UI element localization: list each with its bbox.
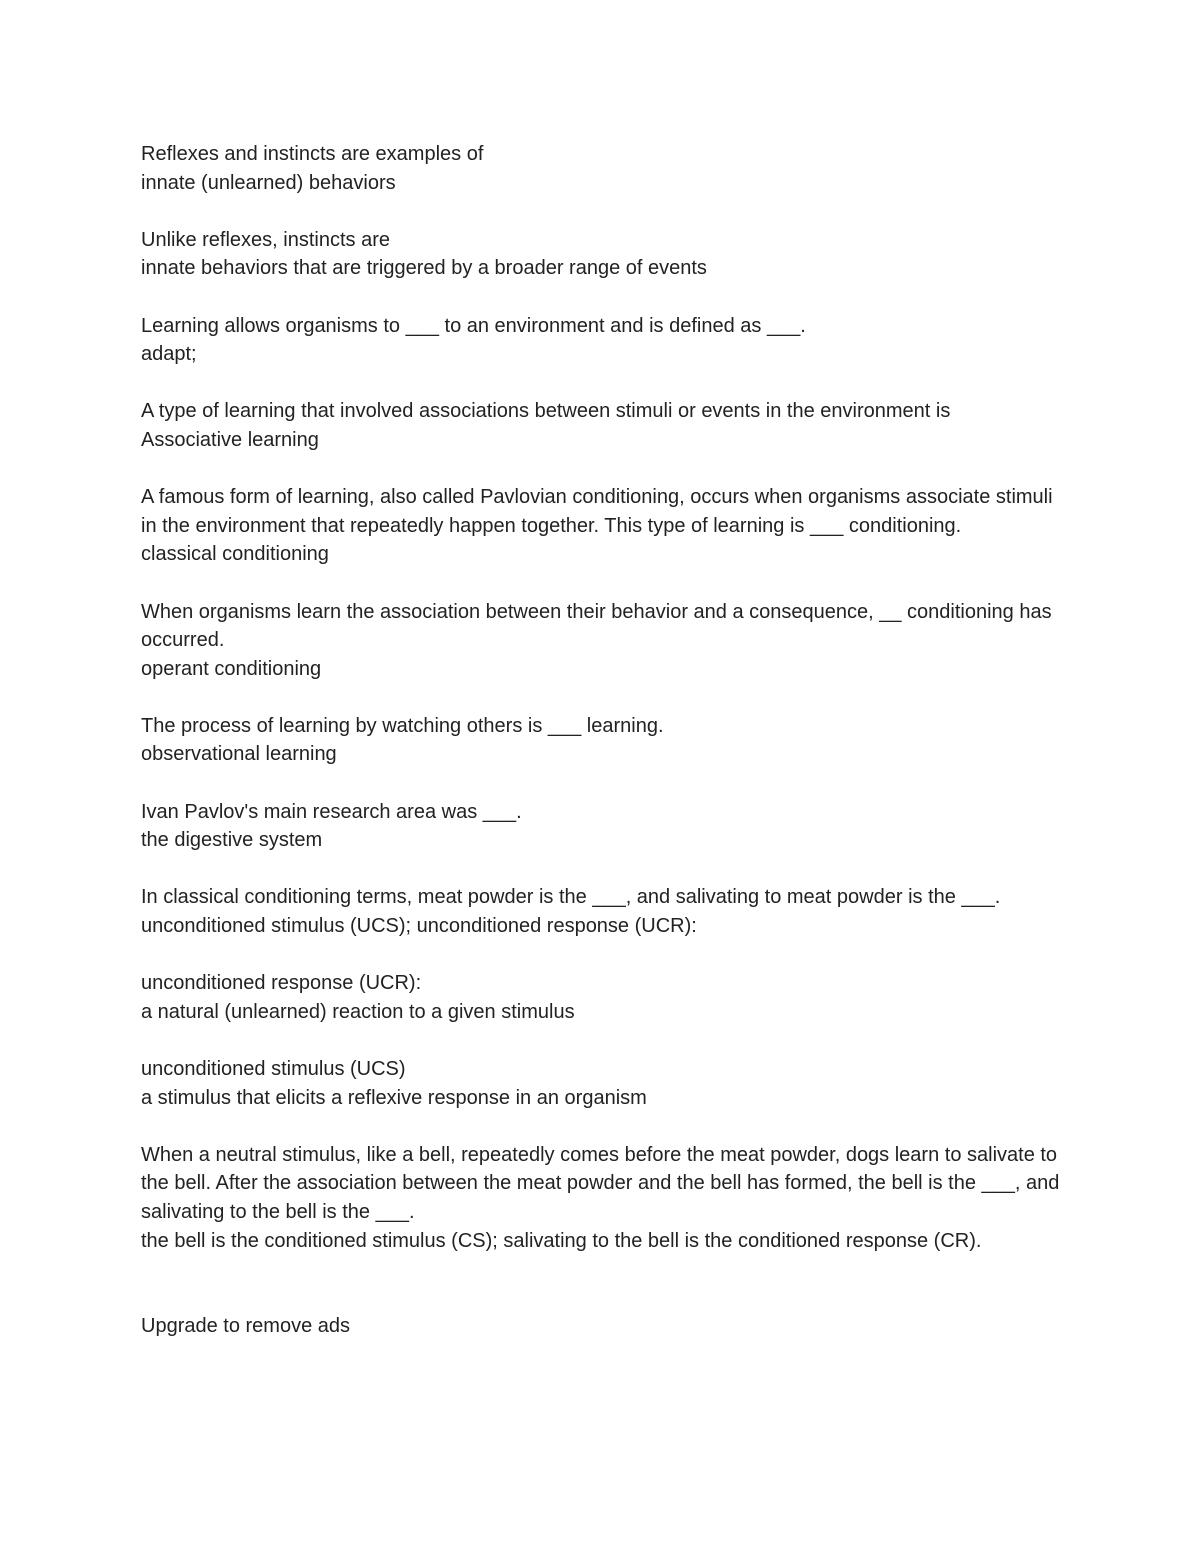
flashcard-6 <box>141 598 1071 684</box>
flashcard-10 <box>141 969 1071 1026</box>
card-question: unconditioned response (UCR): <box>141 972 422 995</box>
flashcard-3 <box>141 312 1071 369</box>
spacer <box>141 941 1071 970</box>
spacer <box>141 1026 1071 1055</box>
card-answer: adapt; <box>141 343 197 366</box>
card-answer: a stimulus that elicits a reflexive response in an organism <box>141 1086 647 1109</box>
card-answer: a natural (unlearned) reaction to a given stimulus <box>141 1000 575 1023</box>
card-question: Reflexes and instincts are examples of <box>141 143 484 165</box>
spacer <box>141 1255 1071 1312</box>
spacer <box>141 855 1071 884</box>
card-question: When a neutral stimulus, like a bell, repeatedly comes before the meat powder, dogs learn to salivate to the bell. After the association between the meat powder and the bell has formed, the bell is the ___, and salivating to the bell is the ___. <box>141 1143 1065 1223</box>
card-question: When organisms learn the association between their behavior and a consequence, __ conditioning has occurred. <box>141 600 1058 652</box>
card-answer: the digestive system <box>141 829 323 852</box>
card-question: A famous form of learning, also called Pavlovian conditioning, occurs when organisms associate stimuli in the environment that repeatedly happen together. This type of learning is ___ conditioning. <box>141 486 1059 537</box>
flashcard-11 <box>141 1055 1071 1112</box>
card-question: The process of learning by watching others is ___ learning. <box>141 714 664 737</box>
flashcard-4 <box>141 397 1071 454</box>
flashcard-8 <box>141 798 1071 855</box>
card-answer: unconditioned stimulus (UCS); unconditioned response (UCR): <box>141 915 697 938</box>
card-answer: innate behaviors that are triggered by a broader range of events <box>141 257 707 280</box>
card-question: Ivan Pavlov's main research area was ___. <box>141 800 522 823</box>
flashcard-7 <box>141 712 1071 769</box>
spacer <box>141 1112 1071 1141</box>
flashcard-9 <box>141 883 1071 940</box>
card-answer: classical conditioning <box>141 543 329 566</box>
card-question: Learning allows organisms to ___ to an environment and is defined as ___. <box>141 314 806 337</box>
card-question: Unlike reflexes, instincts are <box>141 228 390 251</box>
spacer <box>141 197 1071 226</box>
spacer <box>141 683 1071 712</box>
card-question: unconditioned stimulus (UCS) <box>141 1058 406 1080</box>
card-answer: innate (unlearned) behaviors <box>141 171 396 194</box>
card-answer: operant conditioning <box>141 657 322 680</box>
flashcard-5 <box>141 483 1071 569</box>
spacer <box>141 283 1071 312</box>
document-page <box>141 140 1071 1341</box>
card-answer: Associative learning <box>141 428 319 451</box>
card-question: A type of learning that involved associations between stimuli or events in the environment is <box>141 400 951 423</box>
flashcard-12 <box>141 1141 1071 1255</box>
spacer <box>141 455 1071 484</box>
flashcard-2 <box>141 226 1071 283</box>
spacer <box>141 769 1071 798</box>
card-answer: the bell is the conditioned stimulus (CS); salivating to the bell is the conditioned response (CR). <box>141 1229 982 1252</box>
upgrade-link[interactable]: Upgrade to remove ads <box>141 1315 351 1338</box>
spacer <box>141 369 1071 398</box>
card-question: In classical conditioning terms, meat powder is the ___, and salivating to meat powder is the ___. <box>141 886 1001 909</box>
spacer <box>141 569 1071 598</box>
card-answer: observational learning <box>141 743 337 766</box>
flashcard-1 <box>141 140 1071 197</box>
